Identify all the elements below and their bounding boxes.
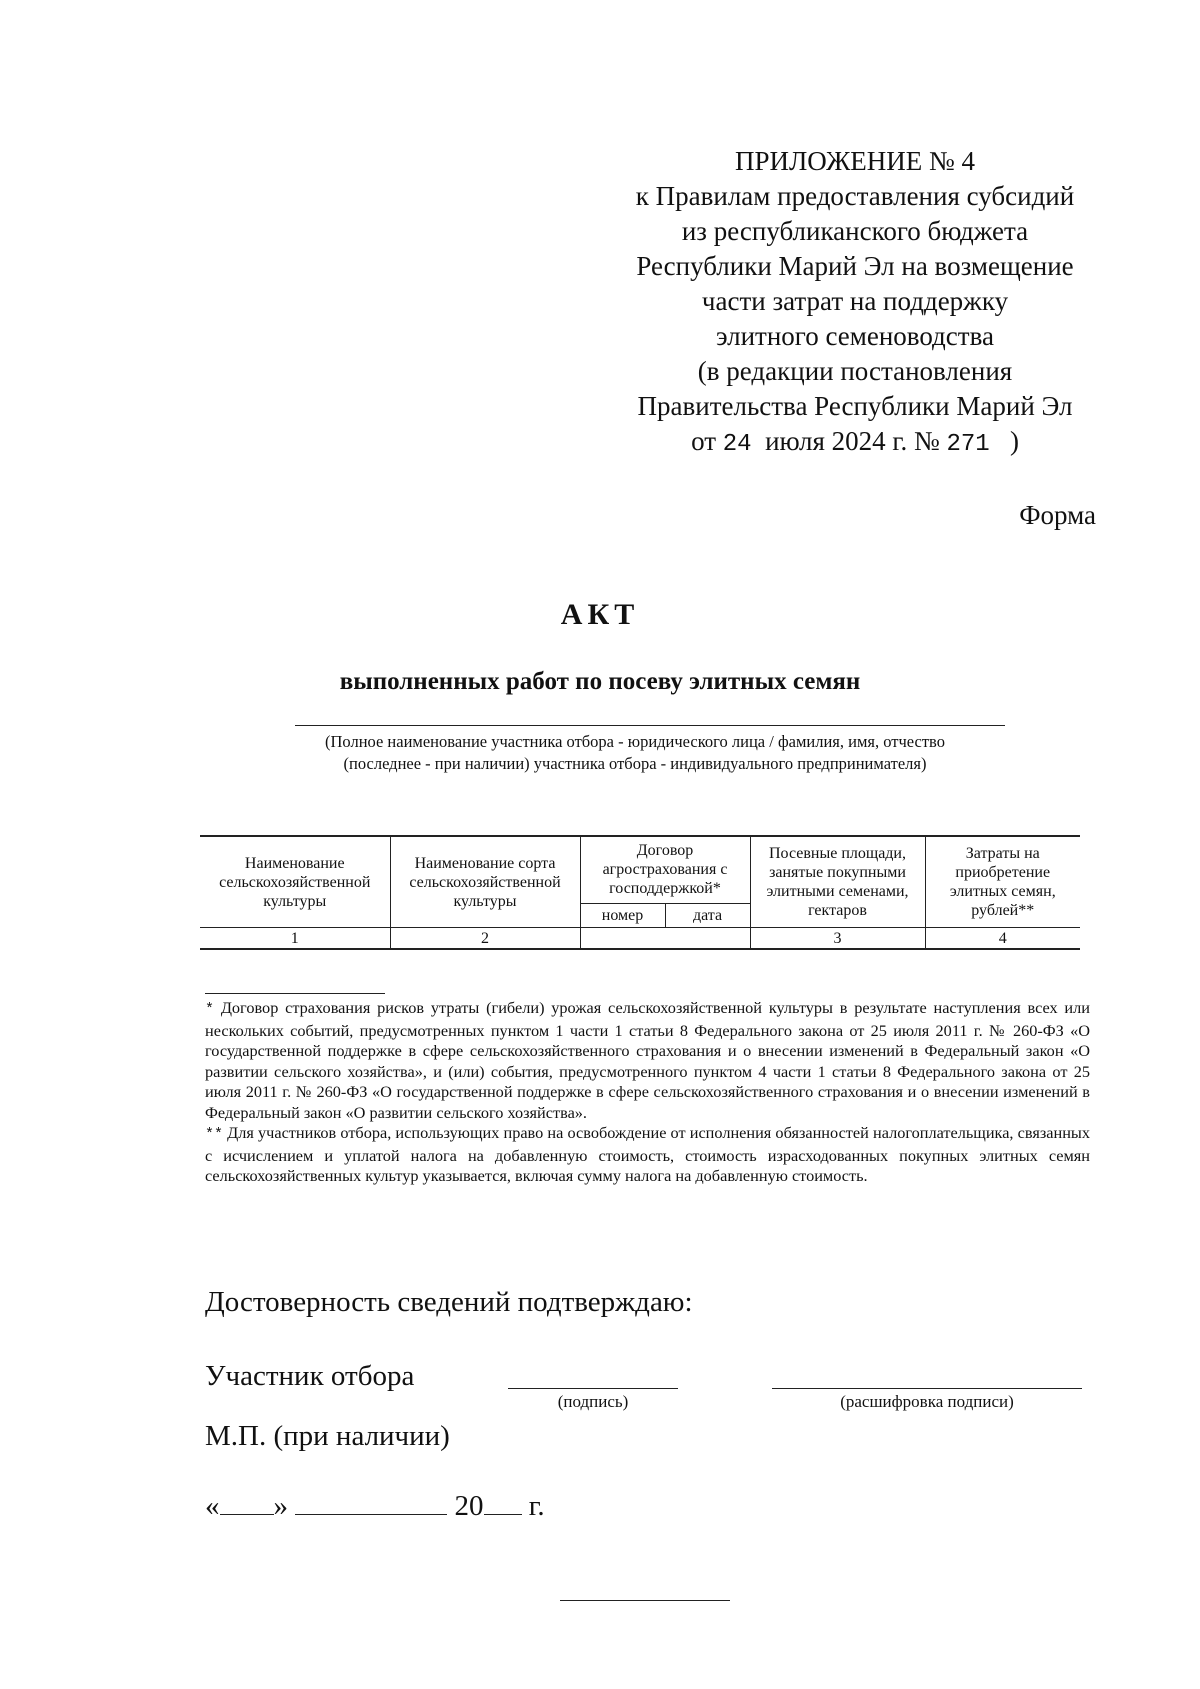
- column-number: [580, 928, 750, 950]
- participant-name-line: [295, 725, 1005, 726]
- appendix-date-prefix: от: [691, 426, 717, 456]
- table-header-row: [200, 836, 1080, 903]
- signature-caption: (подпись): [557, 1392, 629, 1411]
- footnote-one-text: Договор страхования рисков утраты (гибели) урожая сельскохозяйственной культуры в результате наступления всех или нескольких событий, предусмотренных пунктом 1 части 1 статьи 8 Федерального закона от 25 июля 2011 г. № 260-ФЗ «О государственной поддержке в сфере сельскохозяйственного страхования и о внесении изменений в Федеральный закон «О развитии сельского хозяйства», и (или) события, предусмотренного пунктом 4 части 1 статьи 8 Федерального закона от 25 июля 2011 г. № 260-ФЗ «О государственной поддержке в сфере сельскохозяйственного страхования и о внесении изменений в Федеральный закон «О развитии сельского хозяйства».: [205, 998, 1090, 1122]
- footnote-two: [205, 1123, 1090, 1187]
- date-close-quote: »: [273, 1490, 288, 1522]
- table-column-numbers-row: [200, 928, 1080, 950]
- signature-decoding-caption: (расшифровка подписи): [840, 1392, 1014, 1411]
- header-contract-date: дата: [665, 903, 750, 927]
- appendix-number: 271: [946, 431, 990, 458]
- header-contract-number: номер: [580, 903, 665, 927]
- footnote-two-mark: **: [205, 1126, 224, 1143]
- header-costs: Затраты на приобретение элитных семян, рублей**: [925, 836, 1080, 928]
- date-day-blank[interactable]: [220, 1486, 274, 1515]
- seed-sowing-table: [200, 835, 1080, 950]
- footnotes: [205, 998, 1090, 1187]
- appendix-header: [610, 144, 1100, 462]
- header-contract: Договор агрострахования с господдержкой*: [580, 836, 750, 903]
- seal-label: М.П. (при наличии): [205, 1420, 450, 1452]
- appendix-title: ПРИЛОЖЕНИЕ № 4: [734, 146, 976, 176]
- name-caption-line: (Полное наименование участника отбора - юридического лица / фамилия, имя, отчество: [325, 732, 945, 751]
- form-label: Форма: [1019, 500, 1096, 530]
- participant-name-caption: [240, 731, 1030, 775]
- header-area: Посевные площади, занятые покупными элитными семенами, гектаров: [750, 836, 925, 928]
- footnote-two-text: Для участников отбора, использующих право на освобождение от исполнения обязанностей налогоплательщика, связанных с исчислением и уплатой налога на добавленную стоимость, стоимость израсходованных покупных элитных семян сельскохозяйственных культур указывается, включая сумму налога на добавленную стоимость.: [205, 1123, 1090, 1185]
- signature-decoding-line[interactable]: [772, 1388, 1082, 1389]
- footnote-one: [205, 998, 1090, 1123]
- appendix-line: (в редакции постановления: [697, 356, 1013, 386]
- appendix-closing: ): [1009, 426, 1019, 456]
- header-crop: Наименование сельскохозяйственной культуры: [200, 836, 390, 928]
- appendix-month-year: июля 2024 г. №: [765, 426, 940, 456]
- column-number: 4: [925, 928, 1080, 950]
- column-number: 3: [750, 928, 925, 950]
- act-title: АКТ: [560, 598, 640, 631]
- appendix-day: 24: [722, 431, 752, 458]
- bottom-rule: [560, 1600, 730, 1601]
- confirmation-text: Достоверность сведений подтверждаю:: [205, 1286, 693, 1318]
- appendix-line: из республиканского бюджета: [681, 216, 1029, 246]
- footnote-one-mark: *: [205, 1001, 215, 1018]
- header-variety: Наименование сорта сельскохозяйственной культуры: [390, 836, 580, 928]
- appendix-line: к Правилам предоставления субсидий: [635, 181, 1075, 211]
- name-caption-line: (последнее - при наличии) участника отбора - индивидуального предпринимателя): [343, 754, 927, 773]
- appendix-line: части затрат на поддержку: [701, 286, 1009, 316]
- signature-line[interactable]: [508, 1388, 678, 1389]
- column-number: 2: [390, 928, 580, 950]
- footnote-rule: [205, 993, 385, 994]
- appendix-line: Правительства Республики Марий Эл: [637, 391, 1073, 421]
- participant-label: Участник отбора: [205, 1360, 415, 1392]
- date-month-blank[interactable]: [295, 1486, 447, 1515]
- appendix-date-line: [610, 424, 1100, 462]
- appendix-line: элитного семеноводства: [716, 321, 994, 351]
- act-subtitle: выполненных работ по посеву элитных семян: [339, 668, 861, 695]
- date-year-blank[interactable]: [484, 1486, 522, 1515]
- date-open-quote: «: [205, 1490, 220, 1522]
- date-field: [205, 1486, 545, 1523]
- appendix-line: Республики Марий Эл на возмещение: [636, 251, 1074, 281]
- column-number: 1: [200, 928, 390, 950]
- date-year-suffix: г.: [528, 1490, 545, 1522]
- date-year-prefix: 20: [454, 1490, 484, 1522]
